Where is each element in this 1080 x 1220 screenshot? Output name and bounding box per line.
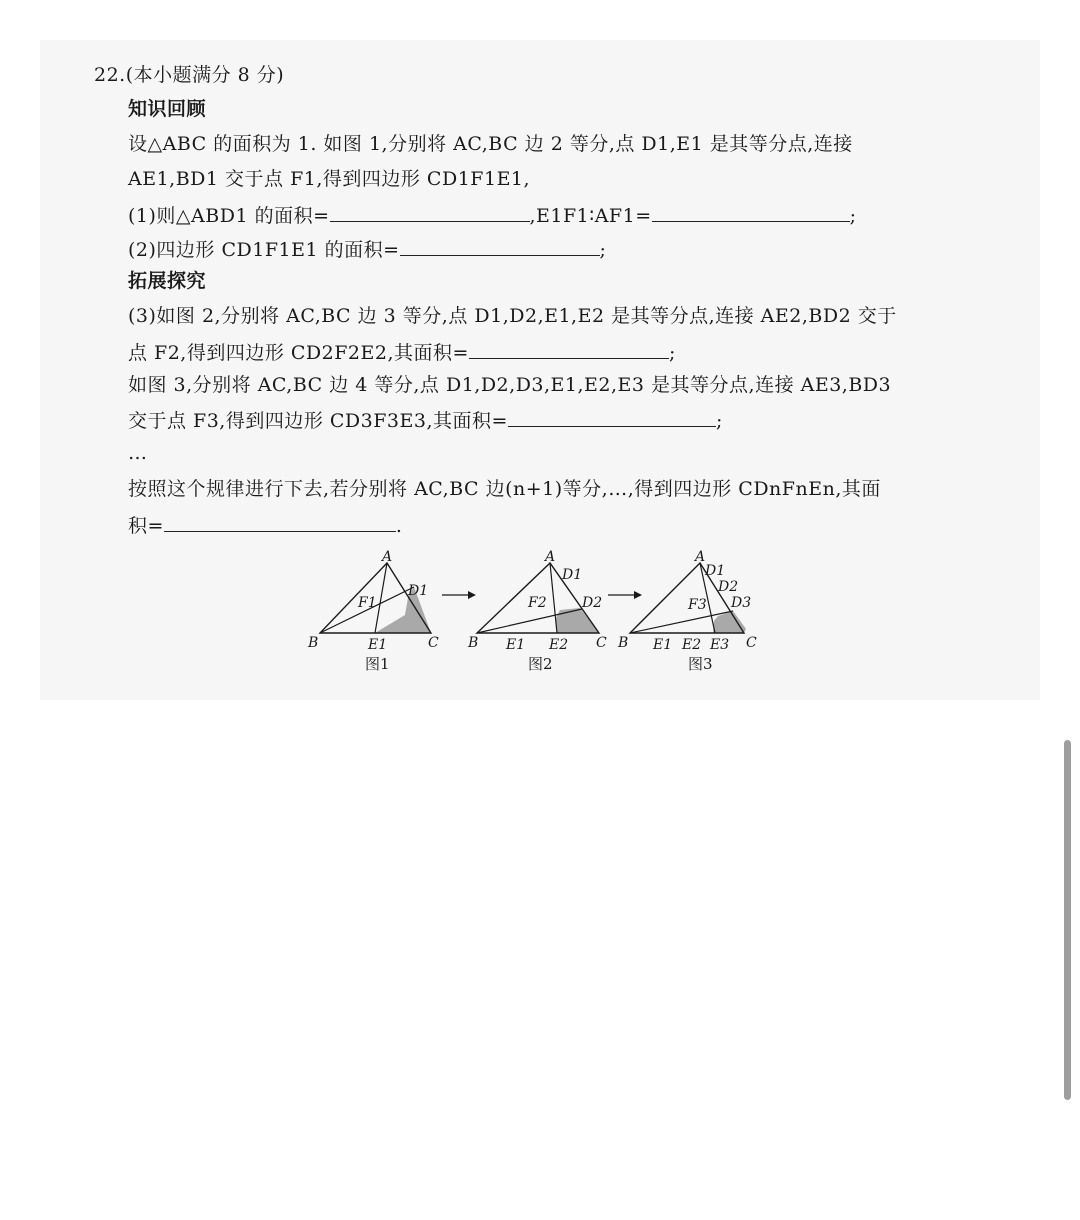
section-title-explore: 拓展探究 — [128, 270, 207, 292]
answer-blank-general-area[interactable] — [164, 511, 396, 532]
part-1-end: ; — [849, 205, 857, 227]
part-3b-prompt: 交于点 F3,得到四边形 CD3F3E3,其面积= — [128, 410, 508, 432]
label-f3-fig3: F3 — [688, 597, 707, 613]
segment-ae2 — [550, 563, 557, 633]
part-3-end: ; — [668, 342, 676, 364]
label-c-fig2: C — [596, 635, 607, 651]
label-c-fig1: C — [428, 635, 439, 651]
label-e1-fig3: E1 — [653, 637, 673, 653]
answer-blank-fig2-area[interactable] — [469, 338, 669, 359]
label-d2-fig2: D2 — [582, 595, 603, 611]
label-e3-fig3: E3 — [710, 637, 730, 653]
general-prompt: 积= — [128, 515, 164, 537]
answer-blank-fig3-area[interactable] — [508, 406, 716, 427]
part-3-line-1: (3)如图 2,分别将 AC,BC 边 3 等分,点 D1,D2,E1,E2 是其等分点,连接 AE2,BD2 交于 — [128, 305, 897, 327]
figure-3 — [617, 549, 757, 673]
shaded-quad-fig2 — [555, 608, 599, 633]
part-2-prompt: (2)四边形 CD1F1E1 的面积= — [128, 239, 400, 261]
label-d2-fig3: D2 — [718, 579, 739, 595]
answer-blank-ratio[interactable] — [652, 201, 850, 222]
answer-blank-area-abd1[interactable] — [330, 201, 530, 222]
label-a-fig1: A — [382, 549, 393, 565]
intro-line-1: 设△ABC 的面积为 1. 如图 1,分别将 AC,BC 边 2 等分,点 D1,E1 是其等分点,连接 — [128, 133, 853, 155]
part-2-end: ; — [599, 239, 607, 261]
figures-row — [300, 545, 770, 680]
label-a-fig2: A — [545, 549, 556, 565]
question-header: 22.(本小题满分 8 分) — [94, 64, 285, 86]
part-2 — [128, 235, 606, 263]
part-3-line-4 — [128, 406, 723, 434]
figures-svg — [300, 545, 770, 680]
caption-fig1: 图1 — [365, 655, 390, 673]
label-b-fig1: B — [308, 635, 319, 651]
figure-1 — [307, 549, 439, 673]
label-b-fig2: B — [468, 635, 479, 651]
answer-blank-quad-area[interactable] — [400, 235, 600, 256]
label-c-fig3: C — [746, 635, 757, 651]
caption-fig3: 图3 — [688, 655, 713, 673]
label-e2-fig3: E2 — [682, 637, 702, 653]
part-3b-end: ; — [715, 410, 723, 432]
figure-2 — [467, 549, 607, 673]
label-d1-fig1: D1 — [408, 583, 429, 599]
part-3-prompt: 点 F2,得到四边形 CD2F2E2,其面积= — [128, 342, 469, 364]
arrow-1 — [442, 591, 476, 599]
label-b-fig3: B — [618, 635, 629, 651]
label-d1-fig2: D1 — [562, 567, 583, 583]
general-line-1: 按照这个规律进行下去,若分别将 AC,BC 边(n+1)等分,…,得到四边形 CDnFnEn,其面 — [128, 478, 881, 500]
label-d3-fig3: D3 — [731, 595, 752, 611]
label-e2-fig2: E2 — [549, 637, 569, 653]
ellipsis: … — [128, 442, 148, 464]
label-a-fig3: A — [695, 549, 706, 565]
caption-fig2: 图2 — [528, 655, 553, 673]
label-e1-fig2: E1 — [506, 637, 526, 653]
general-line-2 — [128, 511, 402, 539]
label-e1-fig1: E1 — [368, 637, 388, 653]
label-f2-fig2: F2 — [528, 595, 547, 611]
part-3-line-2 — [128, 338, 676, 366]
section-title-review: 知识回顾 — [128, 98, 207, 120]
part-1-prompt: (1)则△ABD1 的面积= — [128, 205, 330, 227]
part-1 — [128, 201, 857, 229]
part-1-ratio-prompt: ,E1F1∶AF1= — [529, 205, 652, 227]
label-f1-fig1: F1 — [358, 595, 377, 611]
scrollbar[interactable] — [1064, 740, 1071, 1100]
intro-line-2: AE1,BD1 交于点 F1,得到四边形 CD1F1E1, — [128, 168, 531, 190]
label-d1-fig3: D1 — [705, 563, 726, 579]
part-3-line-3: 如图 3,分别将 AC,BC 边 4 等分,点 D1,D2,D3,E1,E2,E3 是其等分点,连接 AE3,BD3 — [128, 374, 892, 396]
general-end: . — [395, 515, 403, 537]
arrow-2 — [608, 591, 642, 599]
